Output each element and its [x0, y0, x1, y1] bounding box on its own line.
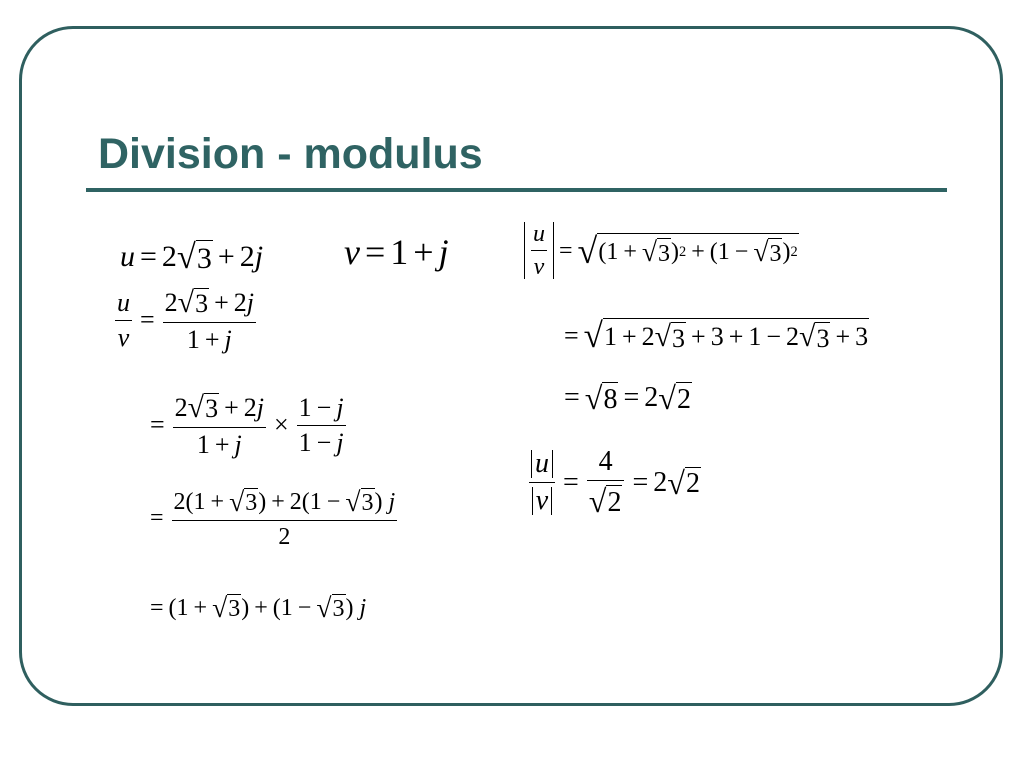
equation-modulus-expanded: = √ 1 + 2 √ 3 + 3 + 1 − 2 √ 3 + 3: [564, 316, 869, 355]
equation-modulus-ratio: $\frac{u}{v}$ = 4 √ 2 = 2 √ 2: [526, 448, 701, 517]
equation-result: = ( 1 + √ 3 ) + ( 1 − √ 3 ) j: [150, 592, 367, 623]
equation-conjugate-step: = 2 √ 3 + 2 j 1 + j × 1 − j 1 − j: [150, 391, 344, 459]
title-underline: [86, 188, 947, 192]
sqrt-3: √ 3: [176, 238, 212, 276]
equation-modulus-definition: $\frac{u}{v}$ = √ ( 1 + √ 3 ) 2 + ( 1 − √ 3 ) 2: [524, 222, 799, 279]
slide-title: Division - modulus: [98, 130, 483, 178]
equation-quotient: $\frac{u}{v}$ = 2 √ 3 + 2 j 1 + j: [117, 286, 254, 354]
equation-modulus-simplified: = √ 8 = 2 √ 2: [564, 380, 691, 416]
equation-expanded-step: = 2 ( 1 + √ 3 ) + 2 ( 1 − √ 3 ) j 2: [150, 486, 396, 550]
equation-u-definition: u = 2 √ 3 + 2 j: [120, 238, 264, 276]
equation-v-definition: v = 1 + j: [344, 232, 449, 272]
